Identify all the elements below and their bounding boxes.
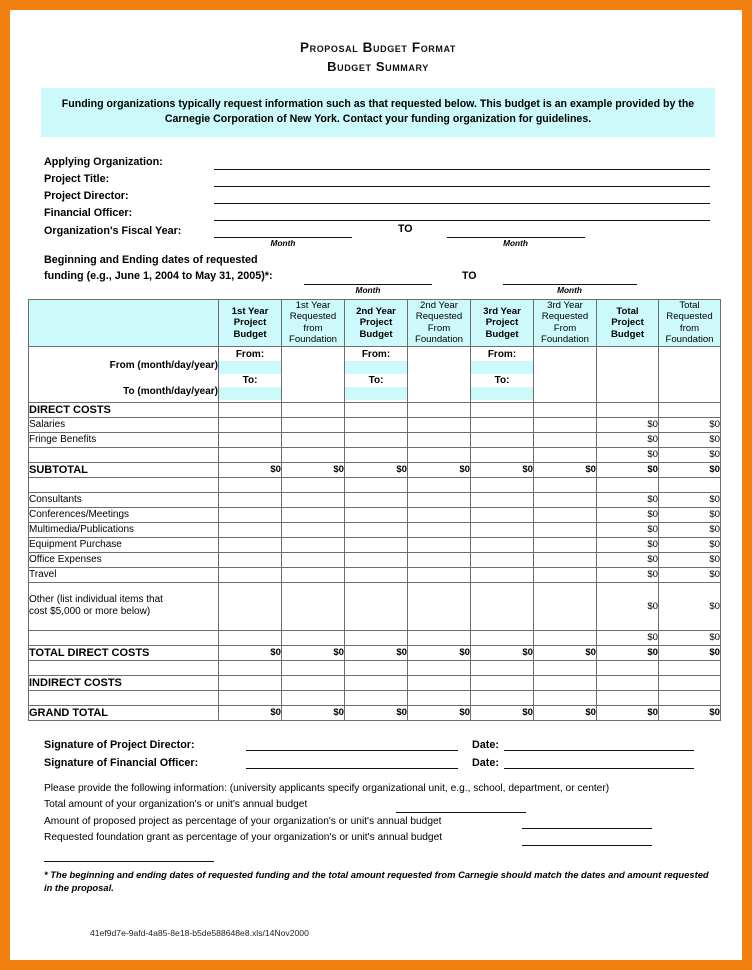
other-label-line2: cost $5,000 or more below) xyxy=(29,606,151,618)
table-row: Conferences/Meetings $0 $0 xyxy=(29,509,720,521)
year1-dates-cell[interactable]: From: To: xyxy=(219,346,282,402)
funding-dates-label xyxy=(44,253,304,284)
table-row: Office Expenses $0 $0 xyxy=(29,554,720,566)
signature-section xyxy=(44,733,728,769)
document-page xyxy=(10,10,742,960)
footnote-divider xyxy=(44,861,214,862)
to-date-label: To (month/day/year) xyxy=(123,385,218,397)
table-row-direct-costs-header xyxy=(29,402,721,417)
header-col-5: 3rd Year Project Budget xyxy=(471,300,534,347)
notes-line-2-row xyxy=(44,814,728,831)
funding-from-input[interactable] xyxy=(304,270,432,295)
month-caption: Month xyxy=(503,238,528,248)
header-col-8: Total Requested from Foundation xyxy=(659,300,721,347)
field-financial-officer xyxy=(44,204,728,221)
funding-dates-label-line1: Beginning and Ending dates of requested xyxy=(44,254,258,266)
row-label: DIRECT COSTS xyxy=(29,402,219,417)
funding-dates-label-line2: funding (e.g., June 1, 2004 to May 31, 2005)*: xyxy=(44,269,273,282)
row-label xyxy=(29,582,219,630)
table-dates-row xyxy=(29,346,721,402)
table-row-subtotal: SUBTOTAL $0 $0 $0 $0 $0 $0 $0 $0 xyxy=(29,463,720,476)
month-caption: Month xyxy=(270,238,296,248)
row-label: Office Expenses xyxy=(29,552,219,567)
table-spacer-row xyxy=(29,477,721,492)
month-caption: Month xyxy=(355,285,381,295)
month-caption: Month xyxy=(557,285,582,295)
year2-dates-cell[interactable]: From: To: xyxy=(345,346,408,402)
table-row-indirect-costs xyxy=(29,675,721,690)
notes-line-2: Amount of proposed project as percentage of your organization's or unit's annual budget xyxy=(44,815,442,827)
row-label: INDIRECT COSTS xyxy=(29,675,219,690)
row-label: Equipment Purchase xyxy=(29,537,219,552)
table-row: Salaries $0 $0 xyxy=(29,419,720,431)
financial-officer-date-input[interactable] xyxy=(504,755,694,769)
notes-section xyxy=(44,781,728,847)
header-col-6: 3rd Year Requested From Foundation xyxy=(534,300,597,347)
title-secondary: Budget Summary xyxy=(327,59,429,74)
year2-to-input[interactable] xyxy=(345,387,407,400)
field-project-title xyxy=(44,170,728,187)
dates-label-cell xyxy=(29,346,219,402)
row-label: GRAND TOTAL xyxy=(29,705,219,720)
table-row: Consultants $0 $0 xyxy=(29,494,720,506)
notes-line-1: Total amount of your organization's or unit's annual budget xyxy=(44,799,308,811)
page-title xyxy=(28,24,728,76)
year1-from-input[interactable] xyxy=(219,361,281,374)
field-label: Project Director: xyxy=(44,190,129,202)
field-fiscal-year xyxy=(44,223,728,248)
row-label: Multimedia/Publications xyxy=(29,522,219,537)
other-label-line1: Other (list individual items that xyxy=(29,593,163,605)
project-percentage-input[interactable] xyxy=(522,817,652,829)
table-row: Equipment Purchase $0 $0 xyxy=(29,539,720,551)
title-primary: Proposal Budget Format xyxy=(299,40,457,55)
signature-financial-officer-row xyxy=(44,751,728,769)
footnote-text: * The beginning and ending dates of requested funding and the total amount requested from Carnegie should match the dates and amount requested in the proposal. xyxy=(44,868,709,893)
year3-from-input[interactable] xyxy=(471,361,533,374)
row-label: Conferences/Meetings xyxy=(29,507,219,522)
header-col-3: 2nd Year Project Budget xyxy=(345,300,408,347)
field-project-director xyxy=(44,187,728,204)
fiscal-to-word: TO xyxy=(398,223,413,235)
budget-sheet xyxy=(28,24,728,946)
funding-to-word: TO xyxy=(462,270,477,282)
form-fields xyxy=(44,153,728,295)
notice-banner: Funding organizations typically request information such as that requested below. This budget is an example provided by the Carnegie Corporation of New York. Contact your funding organization for guidelines. xyxy=(41,88,715,137)
annual-budget-input[interactable] xyxy=(396,801,526,813)
row-label: SUBTOTAL xyxy=(29,462,219,477)
row-label: Travel xyxy=(29,567,219,582)
table-spacer-row xyxy=(29,690,721,705)
year1-req-dates-cell[interactable] xyxy=(282,346,345,402)
fiscal-year-from-input[interactable] xyxy=(214,223,352,248)
project-director-date-input[interactable] xyxy=(504,737,694,751)
total-req-dates-cell[interactable] xyxy=(659,346,721,402)
header-col-2: 1st Year Requested from Foundation xyxy=(282,300,345,347)
header-col-1: 1st Year Project Budget xyxy=(219,300,282,347)
total-dates-cell[interactable] xyxy=(597,346,659,402)
notes-line-3: Requested foundation grant as percentage of your organization's or unit's annual budget xyxy=(44,832,443,844)
year1-to-input[interactable] xyxy=(219,387,281,400)
signature-label: Signature of Project Director: xyxy=(44,738,195,751)
field-label: Financial Officer: xyxy=(44,207,133,219)
notes-line-3-row xyxy=(44,830,728,847)
date-label: Date: xyxy=(472,756,499,769)
row-label: Fringe Benefits xyxy=(29,432,219,447)
row-label xyxy=(29,630,219,645)
signature-label: Signature of Financial Officer: xyxy=(44,756,199,769)
project-director-input[interactable] xyxy=(214,191,710,204)
funding-to-input[interactable] xyxy=(503,270,637,295)
table-row: $0 $0 xyxy=(29,630,721,645)
table-row-total-direct-costs: TOTAL DIRECT COSTS $0 $0 $0 $0 $0 $0 $0 $0 xyxy=(29,646,720,659)
year2-from-input[interactable] xyxy=(345,361,407,374)
field-label: Organization's Fiscal Year: xyxy=(44,225,182,237)
header-col-4: 2nd Year Requested From Foundation xyxy=(408,300,471,347)
field-funding-dates xyxy=(44,253,728,295)
budget-table xyxy=(28,299,721,721)
table-row: Fringe Benefits $0 $0 xyxy=(29,434,720,446)
fiscal-year-to-input[interactable] xyxy=(447,223,585,248)
table-row: Travel $0 $0 xyxy=(29,569,720,581)
row-label: TOTAL DIRECT COSTS xyxy=(29,645,219,660)
row-label: Consultants xyxy=(29,492,219,507)
row-label xyxy=(29,447,219,462)
notes-line-1-row xyxy=(44,797,728,814)
year3-to-input[interactable] xyxy=(471,387,533,400)
table-row-other: Other (list individual items that cost $5,000 or more below) $0 $0 xyxy=(29,582,721,630)
from-date-label: From (month/day/year) xyxy=(109,359,218,371)
document-id: 41ef9d7e-9afd-4a85-8e18-b5de588648e8.xls/14Nov2000 xyxy=(90,927,309,938)
project-director-signature-input[interactable] xyxy=(246,737,458,751)
row-label: Salaries xyxy=(29,417,219,432)
table-header-row xyxy=(29,300,721,347)
table-row-grand-total: GRAND TOTAL $0 $0 $0 $0 $0 $0 $0 $0 xyxy=(29,706,720,719)
notes-intro: Please provide the following information: (university applicants specify organizational unit, e.g., school, department, or center) xyxy=(44,782,610,794)
field-label: Applying Organization: xyxy=(44,156,163,168)
header-blank-cell xyxy=(29,300,219,347)
financial-officer-input[interactable] xyxy=(214,208,710,221)
table-row: Multimedia/Publications $0 $0 xyxy=(29,524,720,536)
table-row: $0 $0 xyxy=(29,447,721,462)
year3-dates-cell[interactable]: From: To: xyxy=(471,346,534,402)
year3-req-dates-cell[interactable] xyxy=(534,346,597,402)
header-col-7: Total Project Budget xyxy=(597,300,659,347)
year2-req-dates-cell[interactable] xyxy=(408,346,471,402)
field-label: Project Title: xyxy=(44,173,110,185)
field-applying-organization xyxy=(44,153,728,170)
table-spacer-row xyxy=(29,660,721,675)
date-label: Date: xyxy=(472,738,499,751)
applying-organization-input[interactable] xyxy=(214,157,710,170)
grant-percentage-input[interactable] xyxy=(522,834,652,846)
financial-officer-signature-input[interactable] xyxy=(246,755,458,769)
project-title-input[interactable] xyxy=(214,174,710,187)
signature-project-director-row xyxy=(44,733,728,751)
